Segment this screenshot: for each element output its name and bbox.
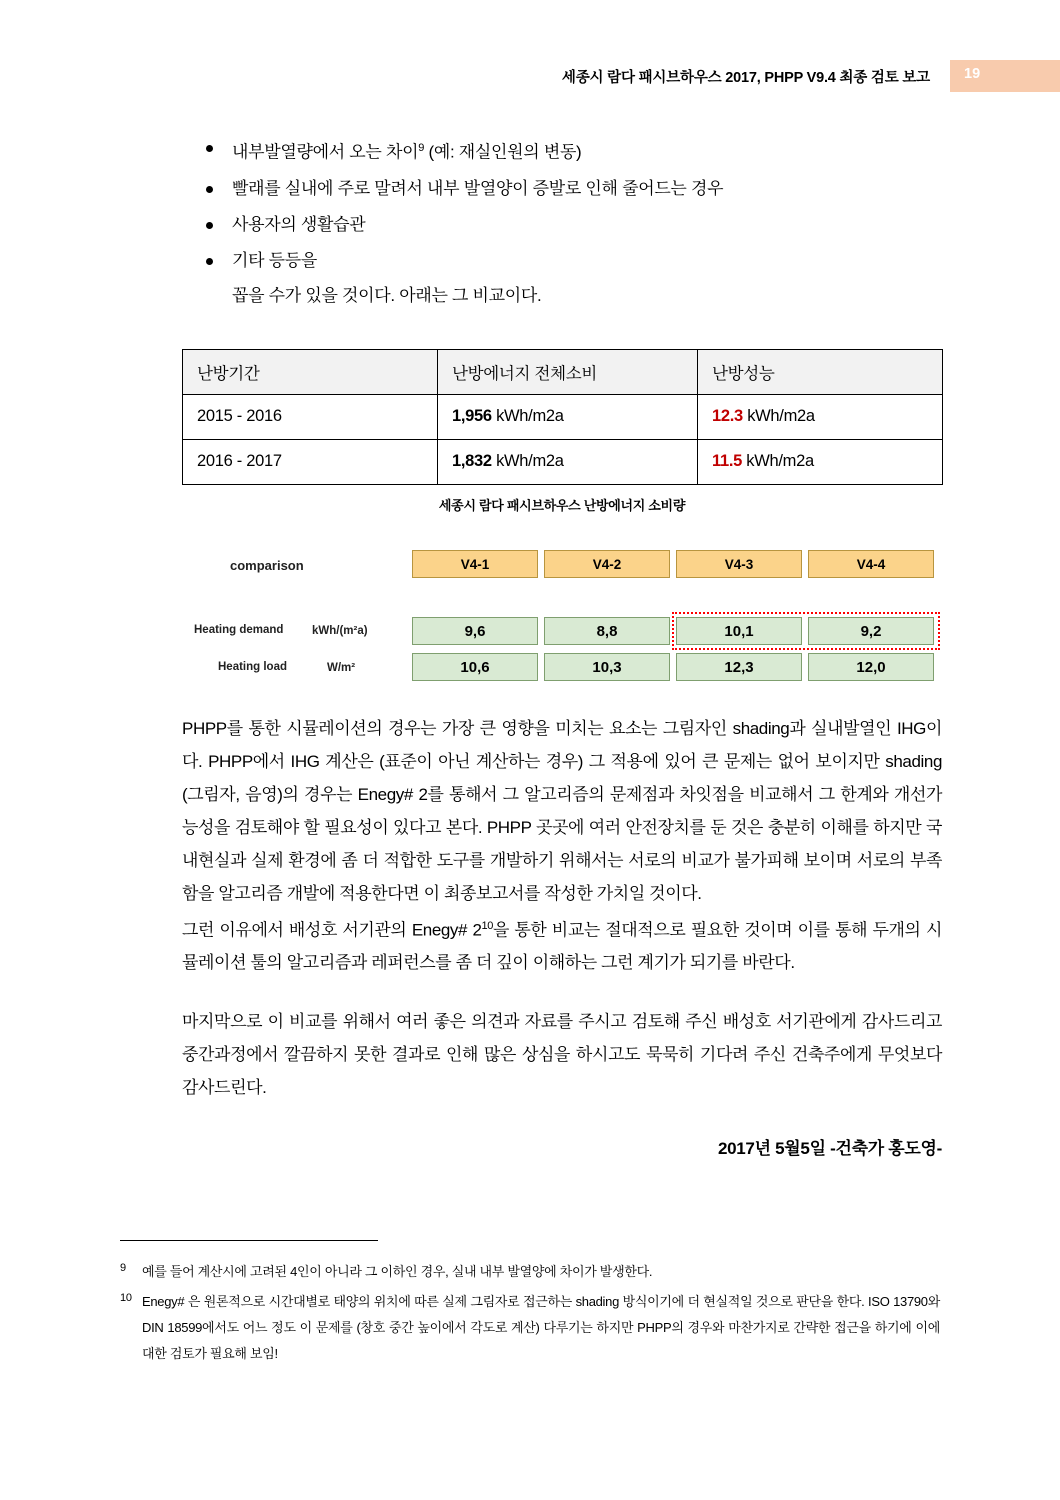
consumption-unit: kWh/m2a: [491, 407, 564, 426]
header-title: 세종시 람다 패시브하우스 2017, PHPP V9.4 최종 검토 보고: [561, 70, 930, 86]
list-item: [232, 207, 942, 243]
heating-demand-value-v4-4: 9,2: [808, 617, 934, 645]
paragraph-2-part-b: 을 통한 비교는 절대적으로 필요한 것이며 이를 통해 두개의 시뮬레이션 툴의 알고리즘과 레퍼런스를 좀 더 깊이 이해하는 그런 계기가 되기를 바란다.: [182, 920, 942, 973]
cell-performance: [698, 394, 943, 439]
heating-demand-value-v4-3: 10,1: [676, 617, 802, 645]
performance-value: 11.5: [712, 452, 743, 471]
table-caption: 세종시 람다 패시브하우스 난방에너지 소비량: [438, 497, 686, 513]
heating-load-value-v4-3: 12,3: [676, 653, 802, 681]
comparison-figure: [182, 536, 942, 684]
heating-demand-unit: kWh/(m²a): [312, 624, 368, 637]
column-header-consumption: 난방에너지 전체소비: [438, 349, 698, 394]
comparison-column-v4-4: V4-4: [808, 550, 934, 578]
cell-performance: [698, 439, 943, 484]
cell-consumption: [438, 394, 698, 439]
list-item: [232, 130, 942, 171]
cell-consumption: [438, 439, 698, 484]
heating-load-value-v4-4: 12,0: [808, 653, 934, 681]
signature-line: 2017년 5월5일 -건축가 홍도영-: [717, 1139, 942, 1159]
table-row: [183, 439, 943, 484]
footnote-ref-9: 9: [418, 142, 425, 154]
bullet-tail: (예: 재실인원의 변동): [424, 142, 582, 162]
footnote-10: [120, 1289, 940, 1367]
page-number-badge: [950, 60, 1060, 92]
heating-demand-value-v4-2: 8,8: [544, 617, 670, 645]
footnote-number: 9: [120, 1262, 126, 1274]
consumption-unit: kWh/m2a: [491, 452, 564, 471]
heating-load-unit: W/m²: [327, 661, 356, 674]
column-header-performance: 난방성능: [698, 349, 943, 394]
consumption-value: 1,832: [452, 452, 492, 471]
comparison-column-v4-2: V4-2: [544, 550, 670, 578]
heating-demand-value-v4-1: 9,6: [412, 617, 538, 645]
footnote-divider: [120, 1240, 378, 1241]
comparison-row-label: comparison: [230, 557, 304, 573]
comparison-column-v4-1: V4-1: [412, 550, 538, 578]
heating-demand-label: Heating demand: [194, 623, 284, 636]
list-item: [232, 171, 942, 207]
paragraph-2-part-a: 그런 이유에서 배성호 서기관의 Enegy# 2: [182, 920, 482, 940]
performance-unit: kWh/m2a: [742, 407, 815, 426]
paragraph-3: 마지막으로 이 비교를 위해서 여러 좋은 의견과 자료를 주시고 검토해 주신 배성호 서기관에게 감사드리고 중간과정에서 깔끔하지 못한 결과로 인해 많은 상심을 하시고도 묵묵히 기다려 주신 건축주에게 무엇보다 감사드린다.: [182, 1012, 942, 1098]
footnote-ref-10: 10: [481, 919, 493, 932]
heating-load-value-v4-1: 10,6: [412, 653, 538, 681]
column-header-period: 난방기간: [183, 349, 438, 394]
footnote-text: Enegy# 은 원론적으로 시간대별로 태양의 위치에 따른 실제 그림자로 접근하는 shading 방식이기에 더 현실적일 것으로 판단을 한다. ISO 13790와 DIN 18599에서도 어느 정도 이 문제를 (창호 중간 높이에서 각도로 계산) 다루기는 하지만 PHPP의 경우와 마찬가지로 간략한 접근을 하기에 이에 대한 검토가 필요해 보임!: [142, 1294, 940, 1361]
list-item: [232, 243, 942, 313]
heating-load-label: Heating load: [218, 660, 288, 673]
page-header: [0, 62, 1060, 92]
footnote-9: [120, 1259, 940, 1285]
bullet-subtext: 꼽을 수가 있을 것이다. 아래는 그 비교이다.: [232, 285, 542, 305]
cell-period: 2016 - 2017: [183, 439, 438, 484]
table-row: [183, 394, 943, 439]
bullet-text: 빨래를 실내에 주로 말려서 내부 발열양이 증발로 인해 줄어드는 경우: [232, 178, 724, 198]
footnote-text: 예를 들어 계산시에 고려된 4인이 아니라 그 이하인 경우, 실내 내부 발열양에 차이가 발생한다.: [142, 1264, 653, 1279]
consumption-value: 1,956: [452, 407, 492, 426]
footnote-number: 10: [120, 1292, 132, 1304]
footnote-area: [120, 1240, 940, 1371]
highlight-box: [672, 612, 940, 650]
table-header-row: [183, 349, 943, 394]
paragraph-2: [182, 910, 942, 980]
performance-value: 12.3: [712, 407, 743, 426]
comparison-column-v4-3: V4-3: [676, 550, 802, 578]
document-body: [182, 130, 942, 1159]
page-number: 19: [964, 66, 981, 82]
cell-period: 2015 - 2016: [183, 394, 438, 439]
performance-unit: kWh/m2a: [742, 452, 814, 471]
heating-energy-table: [182, 349, 943, 485]
bullet-text: 내부발열량에서 오는 차이: [232, 142, 419, 162]
heating-load-value-v4-2: 10,3: [544, 653, 670, 681]
paragraph-1: PHPP를 통한 시뮬레이션의 경우는 가장 큰 영향을 미치는 요소는 그림자인 shading과 실내발열인 IHG이다. PHPP에서 IHG 계산은 (표준이 아닌 계산하는 경우) 그 적용에 있어 큰 문제는 없어 보이지만 shading (그림자, 음영)의 경우는 Enegy# 2를 통해서 그 알고리즘의 문제점과 차잇점을 비교해서 그 한계와 개선가능성을 검토해야 할 필요성이 있다고 본다. PHPP 곳곳에 여러 안전장치를 둔 것은 충분히 이해를 하지만 국내현실과 실제 환경에 좀 더 적합한 도구를 개발하기 위해서는 서로의 비교가 불가피해 보이며 서로의 부족함을 알고리즘 개발에 적용한다면 이 최종보고서를 작성한 가치일 것이다.: [182, 718, 942, 903]
bullet-text: 사용자의 생활습관: [232, 214, 366, 234]
bullet-text: 기타 등등을: [232, 250, 318, 270]
bullet-list: [182, 130, 942, 313]
